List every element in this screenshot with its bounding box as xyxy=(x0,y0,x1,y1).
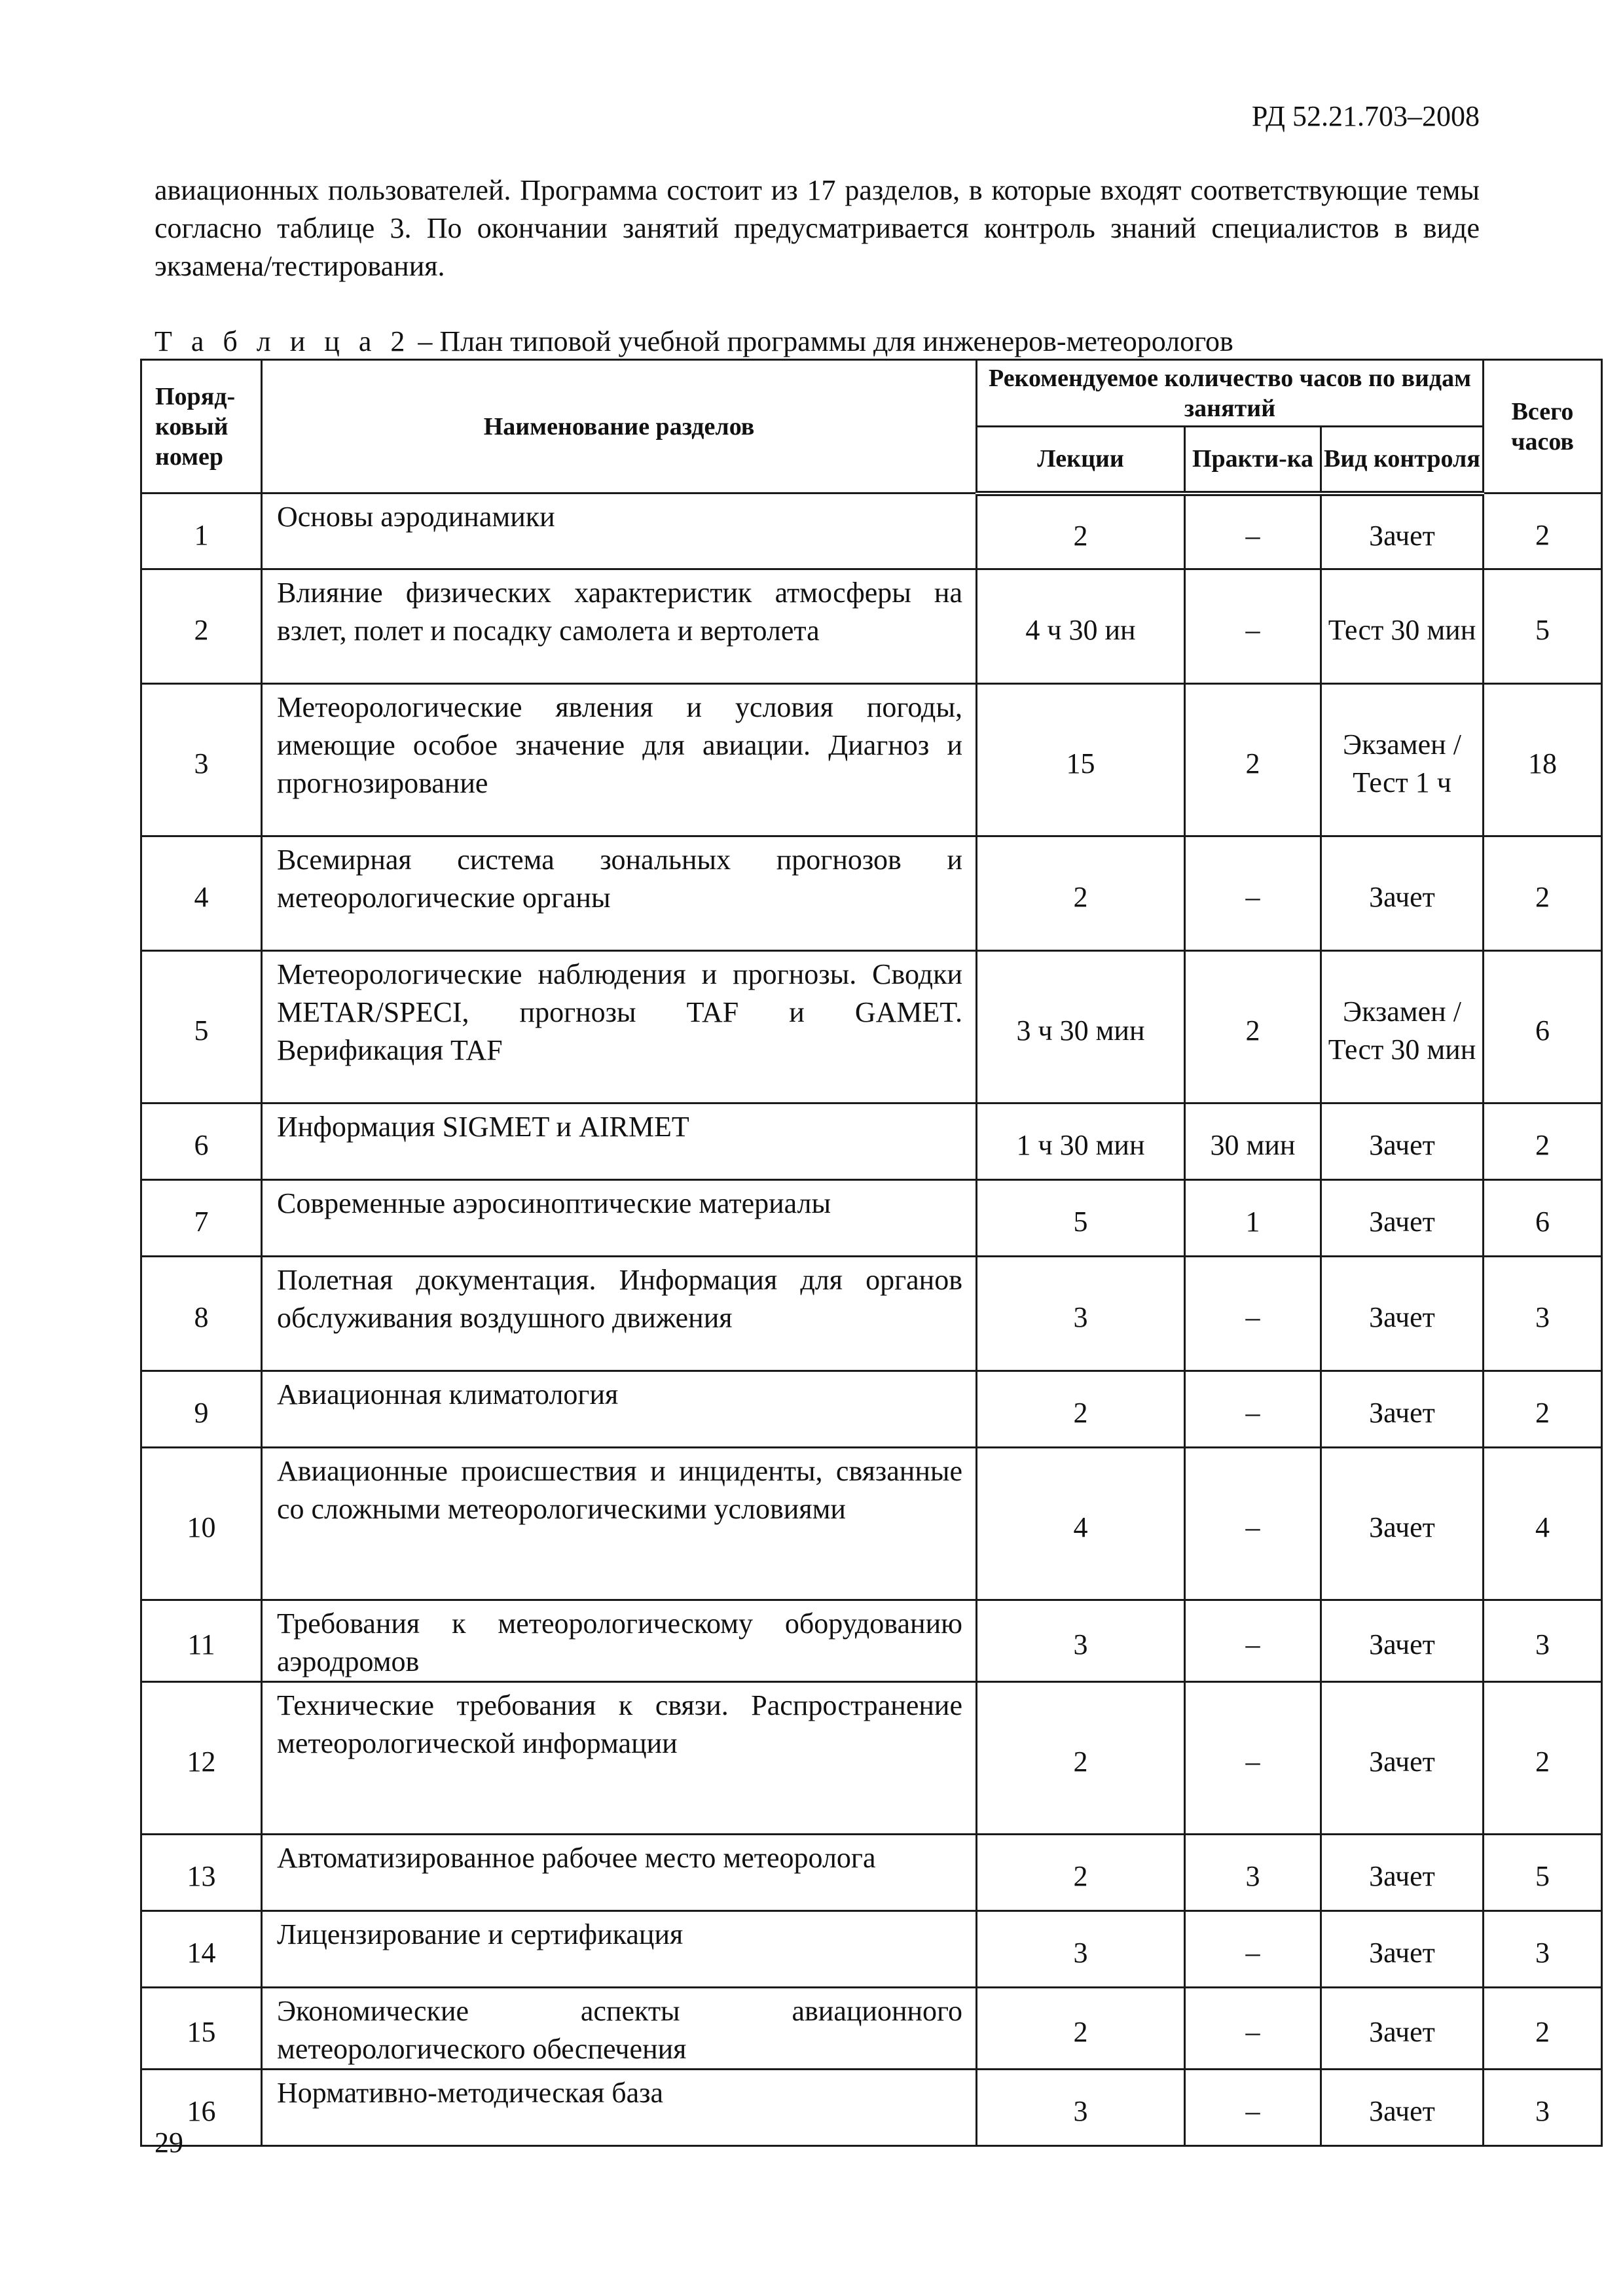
section-name: Технические требования к связи. Распространение метеорологической информации xyxy=(262,1682,977,1835)
practice-hours: – xyxy=(1185,569,1321,684)
section-name: Всемирная система зональных прогнозов и метеорологические органы xyxy=(262,836,977,951)
practice-hours: 2 xyxy=(1185,684,1321,836)
lectures-hours: 3 ч 30 мин xyxy=(977,951,1185,1103)
header-name: Наименование разделов xyxy=(262,360,977,493)
section-name: Современные аэросиноптические материалы xyxy=(262,1180,977,1257)
document-code: РД 52.21.703–2008 xyxy=(1251,100,1480,132)
total-hours: 6 xyxy=(1484,1180,1602,1257)
practice-hours: – xyxy=(1185,1257,1321,1371)
lectures-hours: 2 xyxy=(977,1682,1185,1835)
practice-hours: 30 мин xyxy=(1185,1103,1321,1180)
table-caption-label: Т а б л и ц а 2 xyxy=(155,325,411,357)
section-name: Лицензирование и сертификация xyxy=(262,1911,977,1988)
table-body xyxy=(141,493,1602,2146)
section-name: Влияние физических характеристик атмосферы на взлет, полет и посадку самолета и вертолета xyxy=(262,569,977,684)
row-number: 13 xyxy=(141,1835,262,1911)
row-number: 5 xyxy=(141,951,262,1103)
section-name: Авиационная климатология xyxy=(262,1371,977,1448)
table-row xyxy=(141,1371,1602,1448)
lectures-hours: 3 xyxy=(977,1257,1185,1371)
table-row xyxy=(141,569,1602,684)
row-number: 9 xyxy=(141,1371,262,1448)
total-hours: 6 xyxy=(1484,951,1602,1103)
lectures-hours: 3 xyxy=(977,2070,1185,2146)
training-plan-table xyxy=(140,359,1603,2147)
section-name: Требования к метеорологическому оборудованию аэродромов xyxy=(262,1600,977,1682)
table-row xyxy=(141,1600,1602,1682)
total-hours: 4 xyxy=(1484,1448,1602,1600)
row-number: 11 xyxy=(141,1600,262,1682)
section-name: Автоматизированное рабочее место метеоролога xyxy=(262,1835,977,1911)
row-number: 15 xyxy=(141,1988,262,2070)
practice-hours: – xyxy=(1185,1448,1321,1600)
table-row xyxy=(141,1180,1602,1257)
table-row xyxy=(141,1988,1602,2070)
table-row xyxy=(141,1835,1602,1911)
table-row xyxy=(141,1911,1602,1988)
total-hours: 3 xyxy=(1484,1600,1602,1682)
table-caption xyxy=(155,325,1480,359)
practice-hours: 1 xyxy=(1185,1180,1321,1257)
total-hours: 5 xyxy=(1484,1835,1602,1911)
total-hours: 2 xyxy=(1484,836,1602,951)
section-name: Экономические аспекты авиационного метеорологического обеспечения xyxy=(262,1988,977,2070)
table-row xyxy=(141,951,1602,1103)
lectures-hours: 2 xyxy=(977,493,1185,569)
lectures-hours: 4 xyxy=(977,1448,1185,1600)
lectures-hours: 2 xyxy=(977,1988,1185,2070)
section-name: Нормативно-методическая база xyxy=(262,2070,977,2146)
control-type: Зачет xyxy=(1321,1448,1484,1600)
control-type: Зачет xyxy=(1321,1682,1484,1835)
control-type: Зачет xyxy=(1321,1600,1484,1682)
section-name: Метеорологические явления и условия погоды, имеющие особое значение для авиации. Диагноз и прогнозирование xyxy=(262,684,977,836)
control-type: Зачет xyxy=(1321,836,1484,951)
practice-hours: – xyxy=(1185,2070,1321,2146)
table-row xyxy=(141,493,1602,569)
lectures-hours: 3 xyxy=(977,1911,1185,1988)
row-number: 14 xyxy=(141,1911,262,1988)
lectures-hours: 3 xyxy=(977,1600,1185,1682)
total-hours: 3 xyxy=(1484,2070,1602,2146)
row-number: 8 xyxy=(141,1257,262,1371)
row-number: 3 xyxy=(141,684,262,836)
control-type: Зачет xyxy=(1321,1103,1484,1180)
practice-hours: – xyxy=(1185,1600,1321,1682)
row-number: 16 xyxy=(141,2070,262,2146)
lectures-hours: 2 xyxy=(977,836,1185,951)
table-row xyxy=(141,2070,1602,2146)
lectures-hours: 15 xyxy=(977,684,1185,836)
practice-hours: – xyxy=(1185,1911,1321,1988)
lectures-hours: 4 ч 30 ин xyxy=(977,569,1185,684)
header-control-type: Вид контроля xyxy=(1321,427,1484,493)
table-row xyxy=(141,836,1602,951)
header-number: Поряд-ковый номер xyxy=(141,360,262,493)
practice-hours: – xyxy=(1185,836,1321,951)
table-row xyxy=(141,1448,1602,1600)
control-type: Зачет xyxy=(1321,1371,1484,1448)
table-header xyxy=(141,360,1602,493)
control-type: Экзамен / Тест 30 мин xyxy=(1321,951,1484,1103)
control-type: Зачет xyxy=(1321,1911,1484,1988)
row-number: 6 xyxy=(141,1103,262,1180)
intro-text xyxy=(155,171,1480,285)
control-type: Зачет xyxy=(1321,2070,1484,2146)
header-lectures: Лекции xyxy=(977,427,1185,493)
table-row xyxy=(141,1103,1602,1180)
intro-paragraph: авиационных пользователей. Программа состоит из 17 разделов, в которые входят соответствующие темы согласно таблице 3. По окончании занятий предусматривается контроль знаний специалистов в виде экзамена/тестирования. xyxy=(155,174,1480,282)
section-name: Информация SIGMET и AIRMET xyxy=(262,1103,977,1180)
header-total-hours: Всего часов xyxy=(1484,360,1602,493)
total-hours: 2 xyxy=(1484,493,1602,569)
table-row xyxy=(141,684,1602,836)
total-hours: 2 xyxy=(1484,1103,1602,1180)
section-name: Авиационные происшествия и инциденты, связанные со сложными метеорологическими условиями xyxy=(262,1448,977,1600)
table-row xyxy=(141,1257,1602,1371)
control-type: Зачет xyxy=(1321,1835,1484,1911)
control-type: Зачет xyxy=(1321,1988,1484,2070)
section-name: Метеорологические наблюдения и прогнозы. Сводки METAR/SPECI, прогнозы TAF и GAMET. Верификация TAF xyxy=(262,951,977,1103)
section-name: Основы аэродинамики xyxy=(262,493,977,569)
header-recommended-hours: Рекомендуемое количество часов по видам занятий xyxy=(977,360,1484,427)
lectures-hours: 1 ч 30 мин xyxy=(977,1103,1185,1180)
total-hours: 5 xyxy=(1484,569,1602,684)
total-hours: 2 xyxy=(1484,1682,1602,1835)
section-name: Полетная документация. Информация для органов обслуживания воздушного движения xyxy=(262,1257,977,1371)
control-type: Зачет xyxy=(1321,493,1484,569)
practice-hours: – xyxy=(1185,1988,1321,2070)
control-type: Экзамен / Тест 1 ч xyxy=(1321,684,1484,836)
lectures-hours: 5 xyxy=(977,1180,1185,1257)
page-number: 29 xyxy=(155,2126,183,2159)
row-number: 7 xyxy=(141,1180,262,1257)
practice-hours: 3 xyxy=(1185,1835,1321,1911)
total-hours: 3 xyxy=(1484,1911,1602,1988)
total-hours: 18 xyxy=(1484,684,1602,836)
lectures-hours: 2 xyxy=(977,1371,1185,1448)
table-row xyxy=(141,1682,1602,1835)
practice-hours: – xyxy=(1185,1682,1321,1835)
total-hours: 3 xyxy=(1484,1257,1602,1371)
row-number: 10 xyxy=(141,1448,262,1600)
table-caption-text: – План типовой учебной программы для инженеров-метеорологов xyxy=(410,325,1233,357)
practice-hours: – xyxy=(1185,493,1321,569)
row-number: 12 xyxy=(141,1682,262,1835)
practice-hours: 2 xyxy=(1185,951,1321,1103)
practice-hours: – xyxy=(1185,1371,1321,1448)
total-hours: 2 xyxy=(1484,1371,1602,1448)
lectures-hours: 2 xyxy=(977,1835,1185,1911)
header-practice: Практи-ка xyxy=(1185,427,1321,493)
control-type: Тест 30 мин xyxy=(1321,569,1484,684)
total-hours: 2 xyxy=(1484,1988,1602,2070)
row-number: 1 xyxy=(141,493,262,569)
row-number: 2 xyxy=(141,569,262,684)
control-type: Зачет xyxy=(1321,1257,1484,1371)
control-type: Зачет xyxy=(1321,1180,1484,1257)
row-number: 4 xyxy=(141,836,262,951)
